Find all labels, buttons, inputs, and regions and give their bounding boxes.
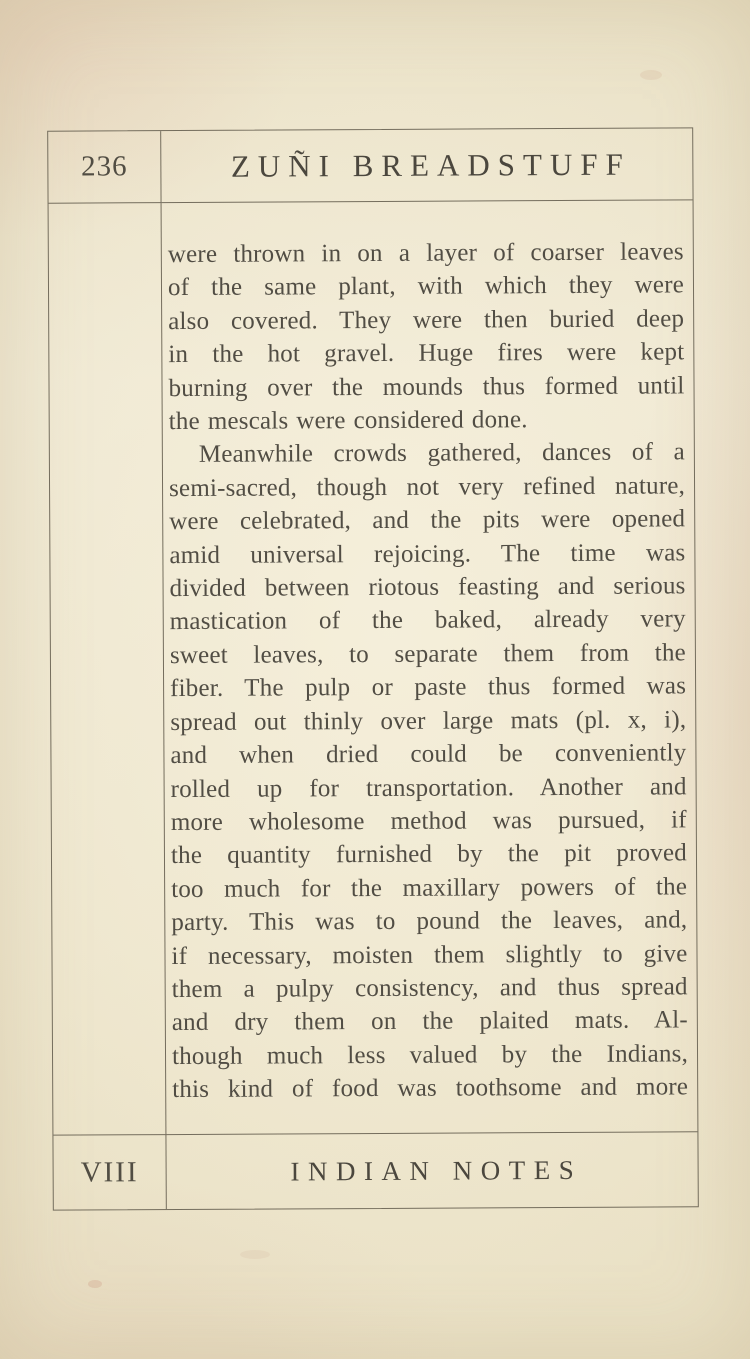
text-line: were thrown in on a layer of coarser leaves: [167, 238, 684, 269]
paragraph: [169, 436, 688, 1107]
text-line: the mescals were considered done.: [168, 406, 528, 436]
volume-number: VIII: [80, 1155, 139, 1189]
text-line: them a pulpy consistency, and thus spread: [171, 973, 688, 1003]
header-page-number-cell: [48, 131, 161, 204]
page-frame: [47, 127, 699, 1210]
text-line: divided between riotous feasting and serious: [169, 572, 686, 603]
text-line: the quantity furnished by the pit proved: [170, 839, 688, 870]
text-line: this kind of food was toothsome and more: [172, 1073, 689, 1104]
series-title: INDIAN NOTES: [290, 1154, 583, 1186]
paper-stain: [240, 1250, 270, 1259]
text-line: more wholesome method was pursued, if: [170, 806, 687, 836]
text-line: if necessary, moisten them slightly to give: [171, 939, 688, 970]
text-line: too much for the maxillary powers of the: [171, 873, 688, 903]
footer-series-cell: [166, 1131, 697, 1209]
text-line: spread out thinly over large mats (pl. x, i),: [170, 706, 687, 736]
paper-stain: [640, 70, 662, 80]
text-line: in the hot gravel. Huge fires were kept: [168, 338, 685, 369]
header-title-cell: [161, 128, 692, 203]
paper-stain: [88, 1280, 102, 1288]
paragraph: [168, 235, 685, 438]
text-line: fiber. The pulp or paste thus formed was: [170, 672, 687, 703]
text-line: mastication of the baked, already very: [169, 605, 686, 636]
text-line: party. This was to pound the leaves, and,: [171, 906, 688, 937]
text-line: of the same plant, with which they were: [167, 271, 685, 302]
text-line: rolled up for transportation. Another and: [170, 772, 687, 803]
text-line: amid universal rejoicing. The time was: [169, 539, 686, 569]
text-line: Meanwhile crowds gathered, dances of a: [198, 438, 685, 469]
text-line: and when dried could be conveniently: [170, 739, 687, 770]
text-line: also covered. They were then buried deep: [168, 305, 685, 335]
text-line: burning over the mounds thus formed until: [168, 371, 685, 402]
text-line: though much less valued by the Indians,: [171, 1040, 689, 1070]
text-line: sweet leaves, to separate them from the: [169, 639, 686, 669]
footer-volume-cell: [53, 1134, 166, 1210]
text-line: semi-sacred, though not very refined nature,: [168, 472, 686, 502]
page-number: 236: [81, 150, 128, 183]
text-line: and dry them on the plaited mats. Al-: [171, 1006, 688, 1037]
margin-column: [49, 203, 167, 1135]
body-text: [162, 200, 698, 1134]
text-line: were celebrated, and the pits were opened: [169, 505, 686, 536]
running-title: ZUÑI BREADSTUFF: [230, 146, 631, 184]
